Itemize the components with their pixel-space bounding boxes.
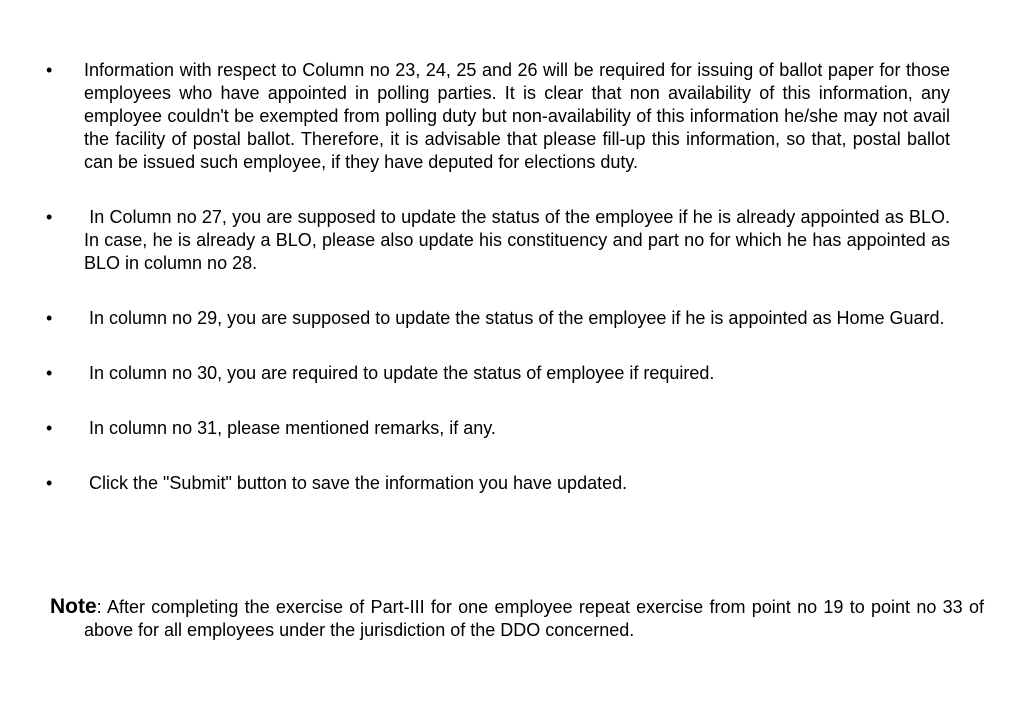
list-item [46, 417, 950, 440]
bullet-icon: • [46, 418, 53, 438]
list-item-text: In column no 31, please mentioned remarks, if any. [84, 418, 496, 438]
note-label: Note [50, 595, 97, 618]
list-item-text: In Column no 27, you are supposed to update the status of the employee if he is already appointed as BLO. In case, he is already a BLO, please also update his constituency and part no for which he has appointed as BLO in column no 28. [84, 207, 956, 273]
list-item [46, 362, 950, 385]
bullet-icon: • [46, 207, 53, 227]
note-paragraph [50, 595, 984, 642]
bullet-icon: • [46, 308, 53, 328]
list-item-text: In column no 29, you are supposed to update the status of the employee if he is appointed as Home Guard. [84, 308, 945, 328]
list-item [46, 472, 950, 495]
bullet-icon: • [46, 473, 53, 493]
list-item [46, 206, 956, 275]
note-text: : After completing the exercise of Part-III for one employee repeat exercise from point no 19 to point no 33 of above for all employees under the jurisdiction of the DDO concerned. [84, 597, 984, 640]
instruction-list [46, 59, 956, 495]
list-item [46, 59, 950, 174]
list-item [46, 307, 950, 330]
list-item-text: Information with respect to Column no 23, 24, 25 and 26 will be required for issuing of ballot paper for those employees who have appointed in polling parties. It is clear that non availability of this information, any employee couldn't be exempted from polling duty but non-availability of this information he/she may not avail the facility of postal ballot. Therefore, it is advisable that please fill-up this information, so that, postal ballot can be issued such employee, if they have deputed for elections duty. [84, 60, 950, 172]
list-item-text: In column no 30, you are required to update the status of employee if required. [84, 363, 715, 383]
list-item-text: Click the "Submit" button to save the information you have updated. [84, 473, 628, 493]
bullet-icon: • [46, 363, 53, 383]
bullet-icon: • [46, 60, 53, 80]
